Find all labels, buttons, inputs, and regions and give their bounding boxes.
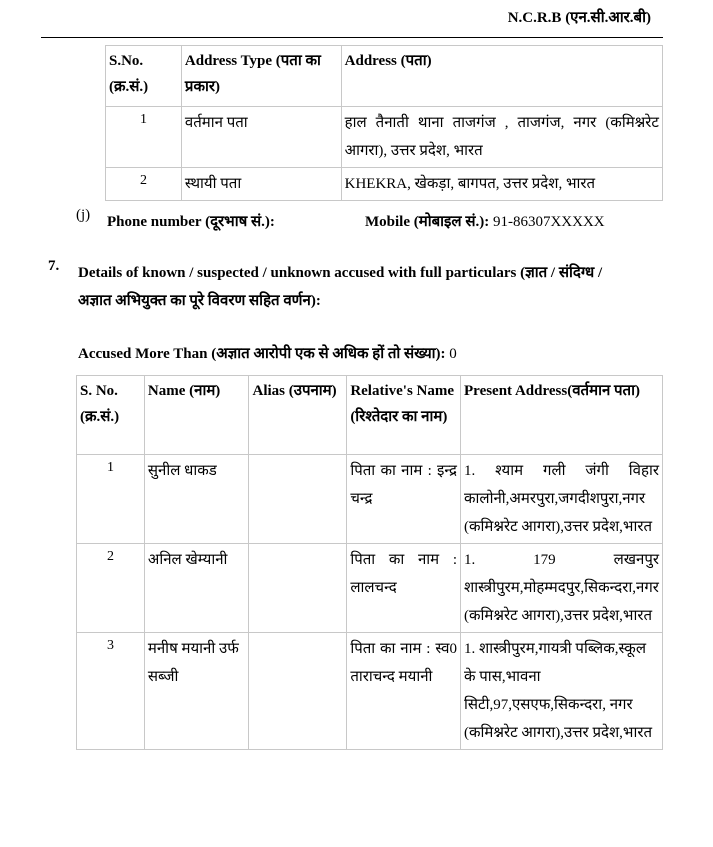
row-sno: 3: [77, 633, 145, 750]
row-relative-name: पिता का नाम : लालचन्द: [347, 544, 461, 633]
section-number: 7.: [48, 258, 60, 274]
row-name: मनीष मयानी उर्फ सब्जी: [144, 633, 249, 750]
table-row: [77, 455, 663, 544]
accused-table: [76, 375, 663, 750]
col-header-address-type: Address Type (पता का प्रकार): [181, 46, 341, 107]
col-header-address: Address (पता): [341, 46, 662, 107]
col-header-sno: S.No. (क्र.सं.): [106, 46, 182, 107]
page-header-title: N.C.R.B (एन.सी.आर.बी): [507, 10, 651, 26]
row-sno: 1: [77, 455, 145, 544]
accused-table-header-row: [77, 376, 663, 455]
row-relative-name: पिता का नाम : इन्द्र चन्द्र: [347, 455, 461, 544]
row-name: अनिल खेम्यानी: [144, 544, 249, 633]
phone-number-label: Phone number (दूरभाष सं.):: [107, 214, 275, 230]
col-header-present-address: Present Address(वर्तमान पता): [461, 376, 663, 455]
row-address: KHEKRA, खेकड़ा, बागपत, उत्तर प्रदेश, भारत: [341, 168, 662, 201]
row-alias: [249, 633, 347, 750]
row-sno: 2: [106, 168, 182, 201]
row-address-type: स्थायी पता: [181, 168, 341, 201]
table-row: [106, 168, 663, 201]
table-row: [77, 633, 663, 750]
row-address: हाल तैनाती थाना ताजगंज , ताजगंज, नगर (कमिश्नरेट आगरा), उत्तर प्रदेश, भारत: [341, 107, 662, 168]
header-divider: [41, 37, 663, 38]
row-present-address: 1. 179 लखनपुर शास्त्रीपुरम,मोहम्मदपुर,सिकन्दरा,नगर (कमिश्नरेट आगरा),उत्तर प्रदेश,भारत: [461, 544, 663, 633]
col-header-sno: S. No. (क्र.सं.): [77, 376, 145, 455]
accused-more-value: 0: [449, 346, 457, 362]
mobile-label: Mobile (मोबाइल सं.):: [365, 214, 490, 230]
row-name: सुनील धाकड: [144, 455, 249, 544]
accused-more-label: Accused More Than (अज्ञात आरोपी एक से अधिक हों तो संख्या):: [78, 346, 446, 362]
section-title: Details of known / suspected / unknown accused with full particulars (ज्ञात / संदिग्ध / अज्ञात अभियुक्त का पूरे विवरण सहित वर्णन):: [78, 265, 603, 309]
accused-more-than: [78, 343, 457, 363]
table-row: [106, 107, 663, 168]
row-alias: [249, 455, 347, 544]
col-header-alias: Alias (उपनाम): [249, 376, 347, 455]
item-label-j: (j): [76, 207, 91, 223]
address-table: [105, 45, 663, 201]
col-header-relative-name: Relative's Name (रिश्तेदार का नाम): [347, 376, 461, 455]
row-sno: 2: [77, 544, 145, 633]
row-relative-name: पिता का नाम : स्व0 ताराचन्द मयानी: [347, 633, 461, 750]
col-header-name: Name (नाम): [144, 376, 249, 455]
address-table-header-row: [106, 46, 663, 107]
row-present-address: 1. शास्त्रीपुरम,गायत्री पब्लिक,स्कूल के पास,भावना सिटी,97,एसएफ,सिकन्दरा, नगर (कमिश्नरेट आगरा),उत्तर प्रदेश,भारत: [461, 633, 663, 750]
mobile-value: 91-86307XXXXX: [492, 214, 605, 230]
row-present-address: 1. श्याम गली जंगी विहार कालोनी,अमरपुरा,जगदीशपुरा,नगर (कमिश्नरेट आगरा),उत्तर प्रदेश,भारत: [461, 455, 663, 544]
row-sno: 1: [106, 107, 182, 168]
mobile-number: [365, 211, 605, 231]
row-alias: [249, 544, 347, 633]
table-row: [77, 544, 663, 633]
row-address-type: वर्तमान पता: [181, 107, 341, 168]
